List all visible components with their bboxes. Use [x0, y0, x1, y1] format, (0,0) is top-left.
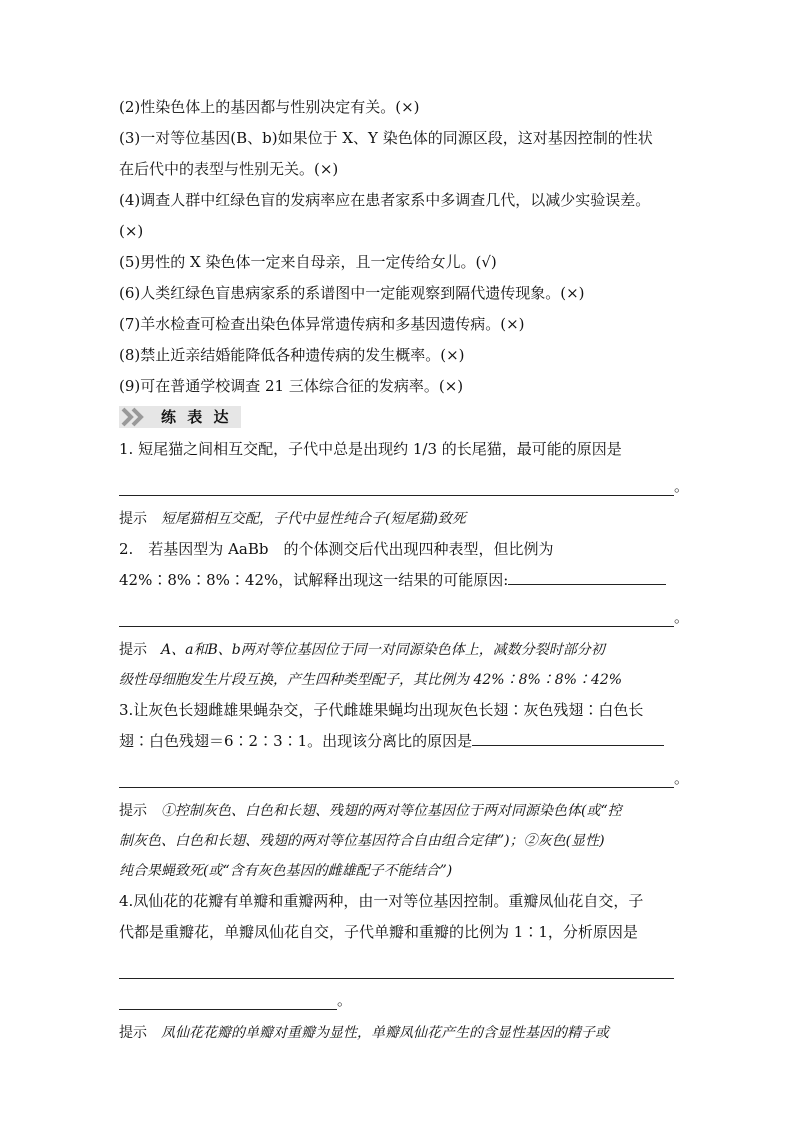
hint	[119, 635, 679, 665]
punctuation: 。	[674, 608, 690, 626]
judgement-item: (×)	[119, 222, 144, 240]
hint-text: 制灰色、白色和长翅、残翅的两对等位基因符合自由组合定律”)；②灰色(显性)	[119, 833, 605, 849]
section-title: 练 表 达	[151, 406, 241, 428]
answer-rule	[119, 767, 674, 788]
punctuation: 。	[674, 769, 690, 787]
judgement-list	[119, 92, 679, 402]
question-text	[119, 565, 679, 596]
answer-blank[interactable]	[119, 757, 690, 788]
question-text	[119, 726, 679, 757]
answer-blank[interactable]	[119, 596, 690, 627]
document-page	[119, 92, 690, 1048]
answer-rule	[119, 958, 674, 979]
punctuation: 。	[337, 991, 353, 1009]
question-text: 1. 短尾猫之间相互交配，子代中总是出现约 1/3 的长尾猫，最可能的原因是	[119, 440, 622, 458]
judgement-item: 在后代中的表型与性别无关。(×)	[119, 160, 339, 178]
judgement-item: (4)调查人群中红绿色盲的发病率应在患者家系中多调查几代，以减少实验误差。	[119, 191, 651, 209]
hint-text: 级性母细胞发生片段互换，产生四种类型配子，其比例为 42%∶8%∶8%∶42%	[119, 672, 623, 688]
answer-rule	[119, 475, 674, 496]
question-2	[119, 534, 690, 695]
question-text-part: 42%∶8%∶8%∶42%，试解释出现这一结果的可能原因:	[119, 571, 509, 589]
hint-label: 提示	[119, 511, 147, 527]
judgement-item: (6)人类红绿色盲患病家系的系谱图中一定能观察到隔代遗传现象。(×)	[119, 284, 585, 302]
answer-blank[interactable]	[508, 566, 666, 585]
answer-rule	[119, 606, 674, 627]
question-text: 4.凤仙花的花瓣有单瓣和重瓣两种，由一对等位基因控制。重瓣凤仙花自交，子	[119, 892, 644, 910]
judgement-item: (9)可在普通学校调查 21 三体综合征的发病率。(×)	[119, 377, 464, 395]
judgement-item: (3)一对等位基因(B、b)如果位于 X、Y 染色体的同源区段，这对基因控制的性状	[119, 129, 653, 147]
judgement-item: (8)禁止近亲结婚能降低各种遗传病的发生概率。(×)	[119, 346, 465, 364]
punctuation: 。	[674, 477, 690, 495]
answer-blank[interactable]	[119, 948, 679, 979]
hint-text: 凤仙花花瓣的单瓣对重瓣为显性，单瓣凤仙花产生的含显性基因的精子或	[161, 1025, 609, 1041]
judgement-item: (7)羊水检查可检查出染色体异常遗传病和多基因遗传病。(×)	[119, 315, 525, 333]
hint-text: 短尾猫相互交配，子代中显性纯合子(短尾猫)致死	[161, 511, 466, 527]
question-text: 代都是重瓣花，单瓣凤仙花自交，子代单瓣和重瓣的比例为 1∶1，分析原因是	[119, 923, 638, 941]
hint-label: 提示	[119, 642, 147, 658]
answer-blank[interactable]	[119, 979, 679, 1010]
answer-blank[interactable]	[472, 727, 664, 746]
judgement-item: (2)性染色体上的基因都与性别决定有关。(×)	[119, 98, 420, 116]
answer-blank[interactable]	[119, 465, 690, 496]
hint-label: 提示	[119, 1025, 147, 1041]
hint-text: A、a和B、b两对等位基因位于同一对同源染色体上，减数分裂时部分初	[161, 642, 605, 658]
hint-label: 提示	[119, 803, 147, 819]
hint	[119, 1018, 679, 1048]
hint	[119, 504, 679, 534]
question-text-part: 翅∶白色残翅＝6∶2∶3∶1。出现该分离比的原因是	[119, 732, 473, 750]
judgement-item: (5)男性的 X 染色体一定来自母亲，且一定传给女儿。(√)	[119, 253, 497, 271]
answer-rule	[119, 989, 337, 1010]
hint	[119, 796, 679, 826]
double-chevron-icon	[119, 406, 151, 428]
hint-text: ①控制灰色、白色和长翅、残翅的两对等位基因位于两对同源染色体(或“控	[161, 803, 622, 819]
question-4	[119, 886, 679, 1048]
question-3	[119, 695, 690, 886]
question-text: 3.让灰色长翅雌雄果蝇杂交，子代雌雄果蝇均出现灰色长翅∶灰色残翅∶白色长	[119, 701, 644, 719]
section-header	[119, 404, 679, 430]
question-text: 2. 若基因型为 AaBb 的个体测交后代出现四种表型，但比例为	[119, 540, 554, 558]
hint-text: 纯合果蝇致死(或“含有灰色基因的雌雄配子不能结合”)	[119, 863, 453, 879]
question-1	[119, 434, 690, 534]
